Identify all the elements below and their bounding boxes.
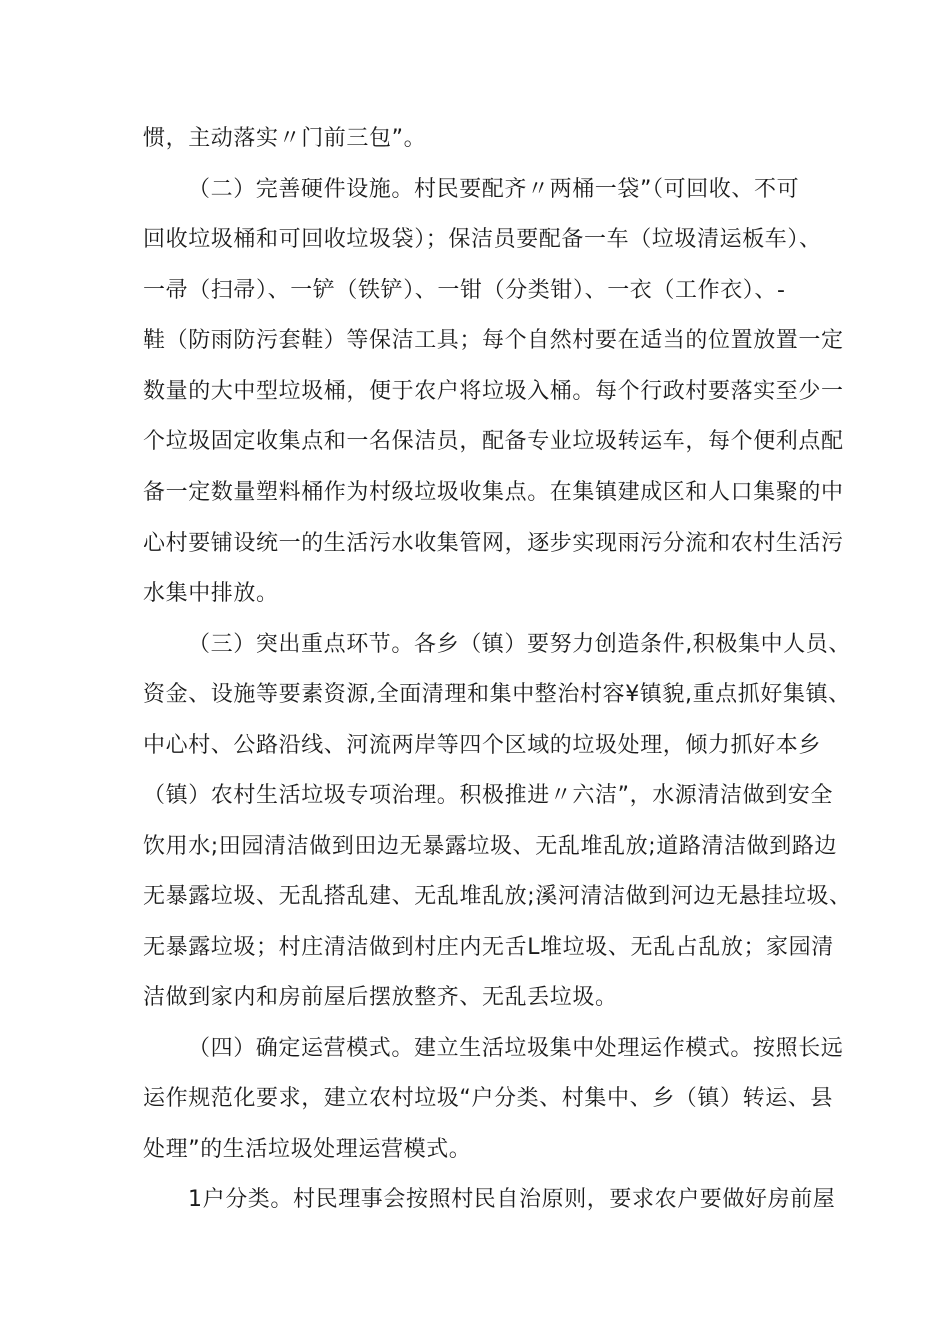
- paragraph-line: 数量的大中型垃圾桶，便于农户将垃圾入桶。每个行政村要落实至少一: [143, 379, 844, 404]
- paragraph-line: 无暴露垃圾、无乱搭乱建、无乱堆乱放;溪河清洁做到河边无悬挂垃圾、: [143, 884, 852, 909]
- paragraph-line: 鞋（防雨防污套鞋）等保洁工具；每个自然村要在适当的位置放置一定: [143, 328, 844, 353]
- paragraph-line: 1户分类。村民理事会按照村民自治原则，要求农户要做好房前屋: [188, 1187, 836, 1212]
- paragraph-line: 洁做到家内和房前屋后摆放整齐、无乱丢垃圾。: [143, 985, 618, 1010]
- paragraph-line: 运作规范化要求，建立农村垃圾“户分类、村集中、乡（镇）转运、县: [143, 1086, 833, 1111]
- paragraph-line: 个垃圾固定收集点和一名保洁员，配备专业垃圾转运车，每个便利点配: [143, 429, 844, 454]
- paragraph-line: （二）完善硬件设施。村民要配齐〃两桶一袋”（可回收、不可: [188, 177, 800, 202]
- paragraph-line: 无暴露垃圾；村庄清洁做到村庄内无舌L堆垃圾、无乱占乱放；家园清: [143, 935, 834, 960]
- paragraph-line: 饮用水;田园清洁做到田边无暴露垃圾、无乱堆乱放;道路清洁做到路边: [143, 834, 838, 859]
- paragraph-line: 心村要铺设统一的生活污水收集管网，逐步实现雨污分流和农村生活污: [143, 531, 844, 556]
- paragraph-line: 一帚（扫帚）、一铲（铁铲）、一钳（分类钳）、一衣（工作衣）、-: [143, 278, 786, 303]
- paragraph-line: 回收垃圾桶和可回收垃圾袋）；保洁员要配备一车（垃圾清运板车）、: [143, 227, 822, 252]
- paragraph-line: （四）确定运营模式。建立生活垃圾集中处理运作模式。按照长远: [188, 1036, 844, 1061]
- paragraph-line: （镇）农村生活垃圾专项治理。积极推进〃六洁”，水源清洁做到安全: [143, 783, 833, 808]
- paragraph-line: 中心村、公路沿线、河流两岸等四个区域的垃圾处理，倾力抓好本乡: [143, 733, 822, 758]
- paragraph-line: 水集中排放。: [143, 581, 279, 606]
- paragraph-line: 惯，主动落实〃门前三包”。: [143, 126, 427, 151]
- paragraph-line: （三）突出重点环节。各乡（镇）要努力创造条件,积极集中人员、: [188, 632, 851, 657]
- paragraph-line: 处理”的生活垃圾处理运营模式。: [143, 1137, 472, 1162]
- paragraph-line: 备一定数量塑料桶作为村级垃圾收集点。在集镇建成区和人口集聚的中: [143, 480, 844, 505]
- paragraph-line: 资金、设施等要素资源,全面清理和集中整治村容¥镇貌,重点抓好集镇、: [143, 682, 851, 707]
